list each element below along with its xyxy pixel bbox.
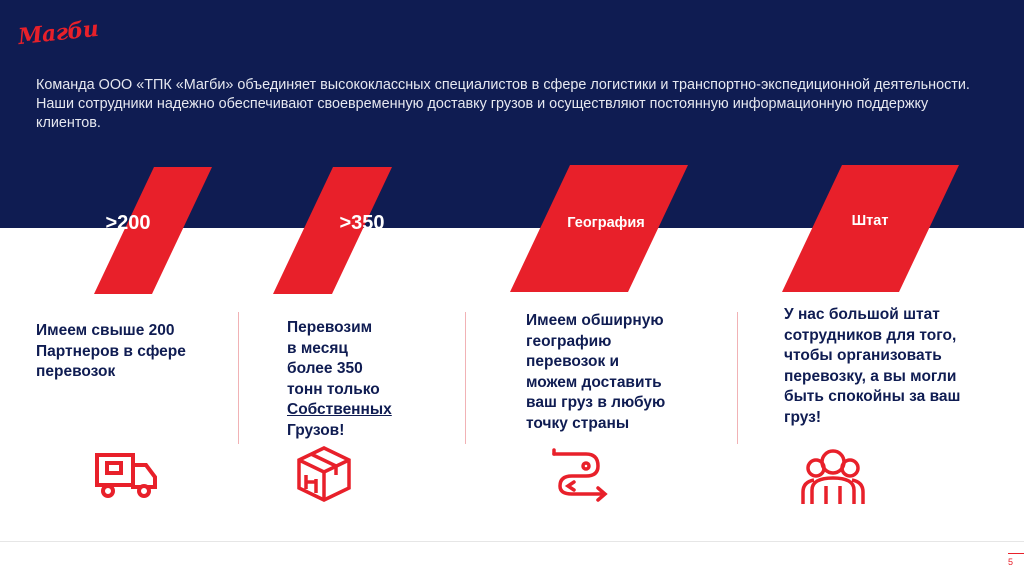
card-1-line: Партнеров в сфере xyxy=(36,342,186,360)
card-4-line: У нас большой штат xyxy=(784,306,940,323)
card-3-line: можем доставить xyxy=(526,373,662,391)
card-3-description xyxy=(526,311,716,434)
card-3-line: Имеем обширную xyxy=(526,312,664,329)
card-1-description xyxy=(36,321,226,383)
page-number-rule xyxy=(1008,553,1024,554)
company-logo xyxy=(8,2,100,58)
card-2-line: тонн только xyxy=(287,380,380,398)
page-number: 5 xyxy=(1008,557,1014,567)
footer-divider xyxy=(0,541,1024,542)
card-1-line: Имеем свыше 200 xyxy=(36,322,175,339)
card-2-underlined: Собственных xyxy=(287,401,392,418)
card-2-line: более 350 xyxy=(287,360,363,377)
card-4-line: быть спокойны за ваш xyxy=(784,388,961,405)
intro-paragraph: Команда ООО «ТПК «Магби» объединяет высококлассных специалистов в сфере логистики и транспортно-экспедиционной деятельности. Наши сотрудники надежно обеспечивают своевременную доставку грузов и осуществляют постоянную информационную поддержку клиентов. xyxy=(36,77,970,131)
card-2-description xyxy=(287,318,447,441)
card-4-line: сотрудников для того, xyxy=(784,326,957,344)
card-1-label: >200 xyxy=(105,212,151,234)
card-4-line: перевозку, а вы могли xyxy=(784,367,957,385)
card-3-label: География xyxy=(567,215,645,231)
card-1-line: перевозок xyxy=(36,363,116,380)
card-2-line xyxy=(287,400,447,421)
divider-3 xyxy=(737,312,738,444)
route-icon xyxy=(548,446,612,502)
divider-1 xyxy=(238,312,239,444)
divider-2 xyxy=(465,312,466,444)
card-2-line: Перевозим xyxy=(287,319,373,336)
team-icon xyxy=(800,446,866,506)
logo-text: Магби xyxy=(16,15,100,51)
card-3-line: перевозок и xyxy=(526,353,620,370)
card-2-line: Грузов! xyxy=(287,421,345,439)
card-3-line: ваш груз в любую xyxy=(526,394,666,411)
card-4-description xyxy=(784,305,1004,428)
card-3-line: точку страны xyxy=(526,414,630,432)
card-2-label: >350 xyxy=(339,212,385,234)
card-3-line: географию xyxy=(526,332,612,350)
card-4-label: Штат xyxy=(851,213,889,229)
card-4-line: груз! xyxy=(784,408,822,426)
truck-icon xyxy=(94,451,158,499)
card-2-line: в месяц xyxy=(287,339,348,357)
card-4-line: чтобы организовать xyxy=(784,347,942,364)
box-icon xyxy=(296,445,352,503)
